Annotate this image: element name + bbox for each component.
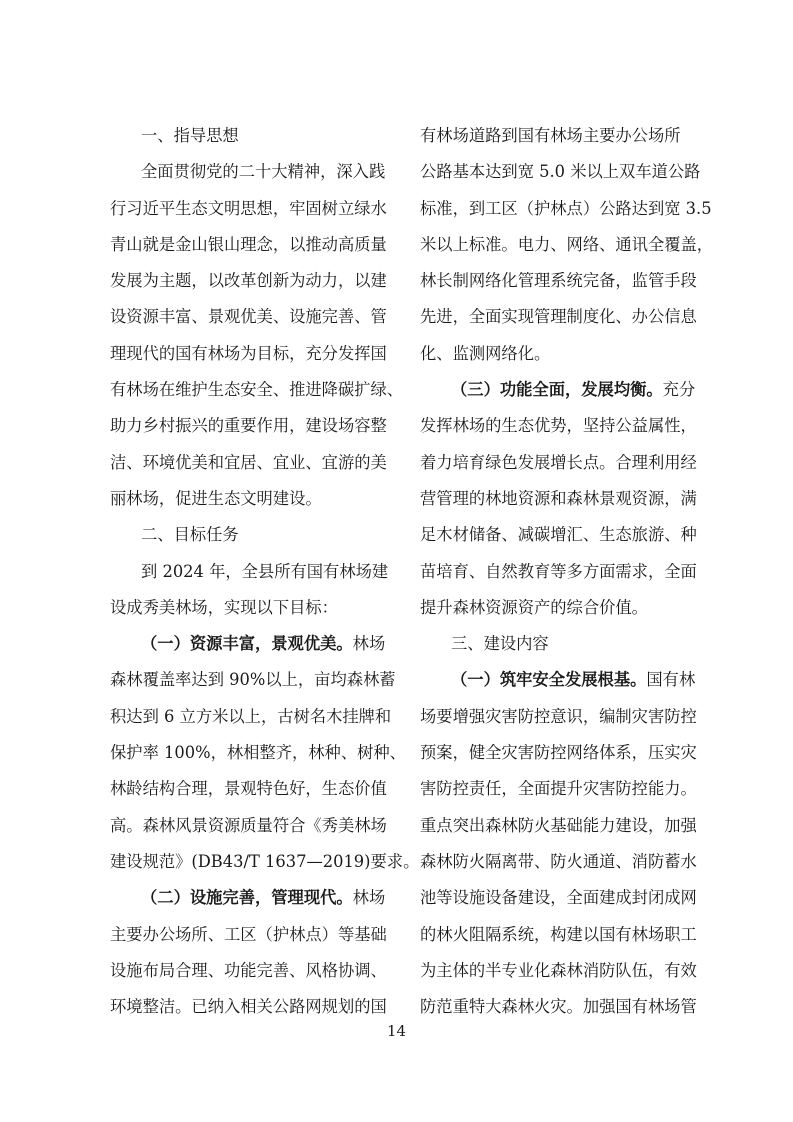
- body-text: 建设规范》(DB43/T 1637—2019)要求。: [110, 851, 420, 871]
- bold-heading-text: （三）功能全面，发展均衡。: [451, 380, 663, 400]
- body-text: 米以上标准。电力、网络、通讯全覆盖，: [420, 234, 714, 254]
- text-line: [110, 771, 387, 807]
- body-text: 保护率 100%，林相整齐，林种、树种、: [110, 743, 406, 763]
- body-text: 林场: [352, 888, 386, 908]
- body-text: 的林火阻隔系统，构建以国有林场职工: [420, 924, 697, 944]
- body-text: 设资源丰富、景观优美、设施完善、管: [110, 307, 387, 327]
- text-line: [420, 154, 701, 190]
- bold-heading-text: （二）设施完善，管理现代。: [141, 888, 353, 908]
- body-text: 林长制网络化管理系统完备，监管手段: [420, 271, 697, 291]
- body-text: 丽林场，促进生态文明建设。: [110, 488, 322, 508]
- body-text: 重点突出森林防火基础能力建设，加强: [420, 815, 697, 835]
- bold-heading-text: （一）资源丰富，景观优美。: [141, 634, 353, 654]
- body-text: 着力培育绿色发展增长点。合理利用经: [420, 452, 697, 472]
- body-text: 有林场在维护生态安全、推进降碳扩绿、: [110, 380, 404, 400]
- text-line: [420, 336, 682, 372]
- text-line: [110, 808, 387, 844]
- body-text: 林场: [352, 634, 386, 654]
- body-text: 有林场道路到国有林场主要办公场所: [420, 126, 681, 145]
- text-line: [420, 735, 697, 771]
- text-line: [420, 191, 712, 227]
- text-line: [110, 263, 387, 299]
- body-text: 发挥林场的生态优势，坚持公益属性，: [420, 416, 697, 436]
- body-text: 发展为主题，以改革创新为动力，以建: [110, 271, 387, 291]
- body-text: 预案，健全灾害防控网络体系，压实灾: [420, 743, 697, 763]
- text-line: [110, 590, 372, 626]
- body-text: 全面贯彻党的二十大精神，深入践: [141, 162, 386, 182]
- text-line: [110, 517, 372, 553]
- text-line: [420, 989, 697, 1025]
- text-line: [420, 445, 697, 481]
- text-line: [110, 336, 387, 372]
- body-text: 为主体的半专业化森林消防队伍，有效: [420, 960, 697, 980]
- text-line: [110, 917, 387, 953]
- text-line: [420, 590, 682, 626]
- text-line: [110, 989, 387, 1025]
- text-line: [110, 735, 406, 771]
- body-text: 环境整洁。已纳入相关公路网规划的国: [110, 997, 387, 1017]
- text-line: [110, 626, 386, 662]
- body-text: 防范重特大森林火灾。加强国有林场管: [420, 997, 697, 1017]
- text-line: [420, 844, 697, 880]
- body-text: 行习近平生态文明思想，牢固树立绿水: [110, 198, 387, 218]
- body-text: 化、监测网络化。: [420, 343, 551, 363]
- body-text: 设施布局合理、功能完善、风格协调、: [110, 960, 387, 980]
- body-text: 积达到 6 立方米以上，古树名木挂牌和: [110, 706, 392, 726]
- body-text: 理现代的国有林场为目标，充分发挥国: [110, 343, 387, 363]
- bold-heading-text: （一）筑牢安全发展根基。: [451, 670, 647, 690]
- text-line: [420, 118, 682, 154]
- text-line: [110, 445, 387, 481]
- text-line: [110, 699, 392, 735]
- text-line: [110, 191, 387, 227]
- body-text: 公路基本达到宽 5.0 米以上双车道公路: [420, 162, 701, 182]
- text-line: [420, 554, 697, 590]
- text-line: [420, 517, 697, 553]
- text-line: [110, 554, 389, 590]
- text-line: [110, 227, 387, 263]
- body-text: 设成秀美林场，实现以下目标：: [110, 597, 338, 617]
- text-line: [420, 953, 697, 989]
- text-line: [110, 880, 386, 916]
- text-line: [110, 844, 420, 880]
- text-line: [420, 227, 714, 263]
- text-line: [420, 771, 697, 807]
- text-line: [110, 953, 387, 989]
- text-line: [110, 154, 386, 190]
- text-line: [420, 372, 696, 408]
- body-text: 国有林: [646, 670, 696, 690]
- text-line: [420, 408, 697, 444]
- text-line: [420, 263, 697, 299]
- body-text: 场要增强灾害防控意识，编制灾害防控: [420, 706, 697, 726]
- left-text-column: [110, 118, 420, 1025]
- body-text: 苗培育、自然教育等多方面需求，全面: [420, 561, 697, 581]
- body-text: 一、指导思想: [141, 126, 239, 145]
- body-text: 充分: [662, 380, 696, 400]
- text-line: [420, 481, 697, 517]
- body-text: 足木材储备、减碳增汇、生态旅游、种: [420, 525, 697, 545]
- body-text: 二、目标任务: [141, 525, 239, 545]
- text-line: [420, 699, 697, 735]
- body-text: 森林防火隔离带、防火通道、消防蓄水: [420, 851, 697, 871]
- text-line: [420, 662, 696, 698]
- body-text: 三、建设内容: [451, 634, 549, 654]
- body-text: 森林覆盖率达到 90%以上，亩均森林蓄: [110, 670, 396, 690]
- body-text: 池等设施设备建设，全面建成封闭成网: [420, 888, 697, 908]
- body-text: 林龄结构合理，景观特色好，生态价值: [110, 779, 387, 799]
- text-line: [420, 917, 697, 953]
- text-line: [110, 481, 372, 517]
- body-text: 标准，到工区（护林点）公路达到宽 3.5: [420, 198, 712, 218]
- body-text: 先进，全面实现管理制度化、办公信息: [420, 307, 697, 327]
- body-text: 高。森林风景资源质量符合《秀美林场: [110, 815, 387, 835]
- text-line: [110, 118, 372, 154]
- body-text: 主要办公场所、工区（护林点）等基础: [110, 924, 387, 944]
- right-text-column: [420, 118, 714, 1025]
- text-line: [420, 626, 682, 662]
- body-text: 青山就是金山银山理念，以推动高质量: [110, 234, 387, 254]
- body-text: 提升森林资源资产的综合价值。: [420, 597, 648, 617]
- body-text: 到 2024 年，全县所有国有林场建: [141, 561, 389, 581]
- text-line: [110, 662, 396, 698]
- text-line: [420, 808, 697, 844]
- text-line: [420, 880, 697, 916]
- body-text: 洁、环境优美和宜居、宜业、宜游的美: [110, 452, 387, 472]
- text-line: [110, 372, 404, 408]
- text-line: [420, 299, 697, 335]
- text-line: [110, 408, 387, 444]
- body-text: 害防控责任，全面提升灾害防控能力。: [420, 779, 697, 799]
- page-number: 14: [386, 1022, 407, 1040]
- body-text: 助力乡村振兴的重要作用，建设场容整: [110, 416, 387, 436]
- body-text: 营管理的林地资源和森林景观资源，满: [420, 488, 697, 508]
- text-line: [110, 299, 387, 335]
